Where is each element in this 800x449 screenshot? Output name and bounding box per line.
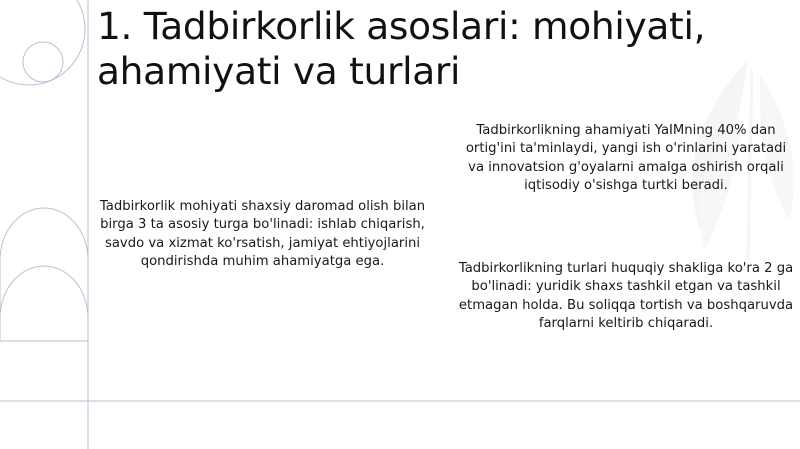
paragraph-mohiyat: Tadbirkorlik mohiyati shaxsiy daromad olish bilan birga 3 ta asosiy turga bo'linadi: ishlab chiqarish, savdo va xizmat ko'rsatish, jamiyat ehtiyojlarini qondirishda muhim ahamiyatga ega. — [99, 199, 426, 269]
slide-title: 1. Tadbirkorlik asoslari: mohiyati, ahamiyati va turlari — [97, 4, 706, 93]
paragraph-turlar: Tadbirkorlikning turlari huquqiy shakliga ko'ra 2 ga bo'linadi: yuridik shaxs tashkil etgan va tashkil etmagan holda. Bu soliqqa tortish va boshqaruvda farqlarni keltirib chiqaradi. — [458, 261, 794, 331]
paragraph-ahamiyat: Tadbirkorlikning ahamiyati YaIMning 40% dan ortig'ini ta'minlaydi, yangi ish o'rinlarini yaratadi va innovatsion g'oyalarni amalga oshirish orqali iqtisodiy o'sishga turtki beradi. — [465, 123, 787, 193]
small-circle-outline — [23, 42, 63, 82]
arch-upper — [0, 208, 88, 260]
arch-lower — [0, 266, 88, 318]
